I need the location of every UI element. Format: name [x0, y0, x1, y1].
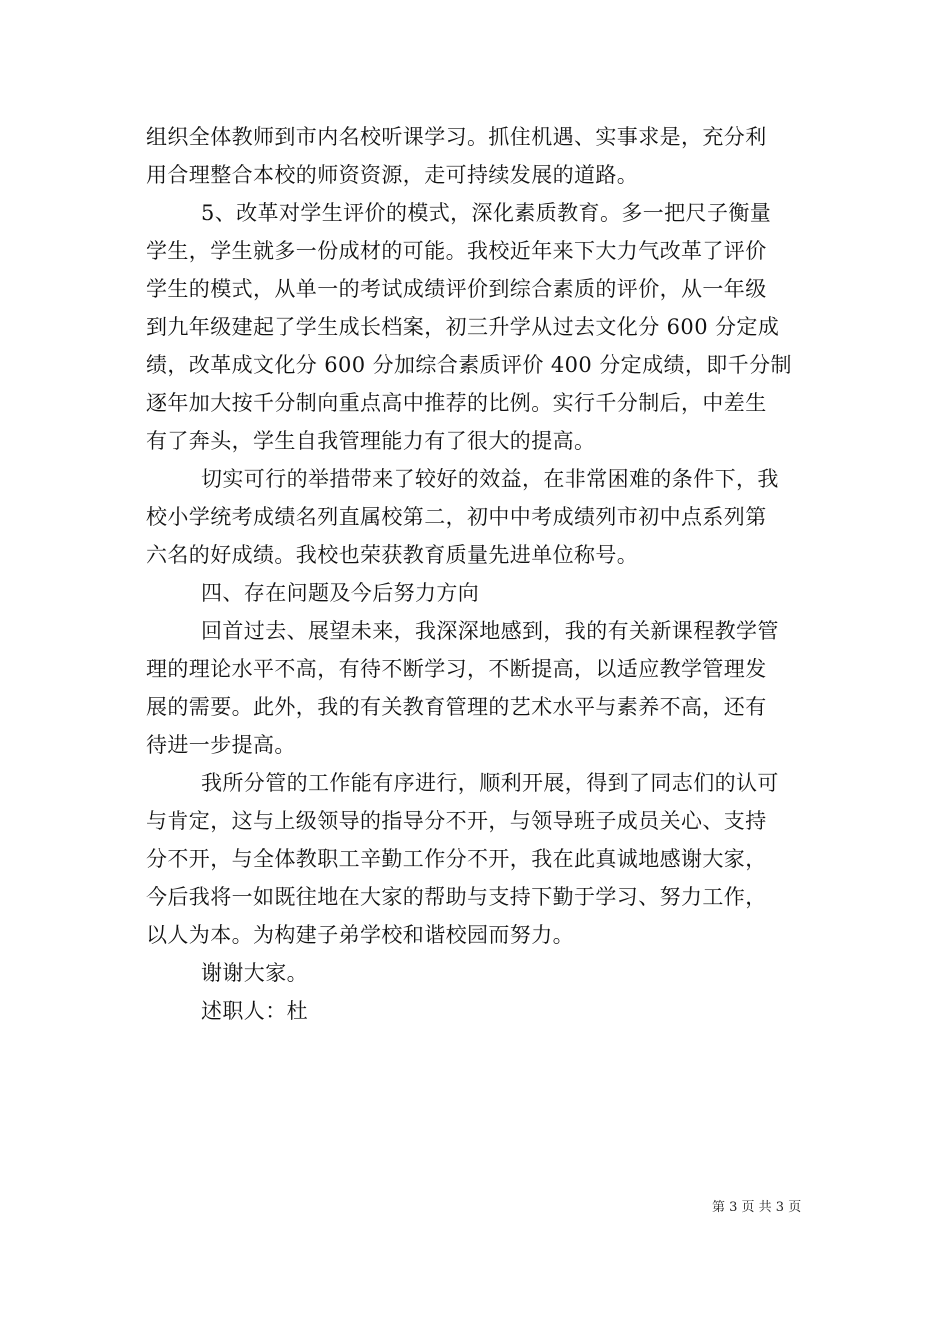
text-line: 绩，改革成文化分 600 分加综合素质评价 400 分定成绩，即千分制 [146, 353, 792, 377]
closing-thanks [146, 954, 808, 992]
text-line: 分不开，与全体教职工辛勤工作分不开，我在此真诚地感谢大家， [146, 847, 767, 871]
text-line: 与肯定，这与上级领导的指导分不开，与领导班子成员关心、支持 [146, 809, 767, 833]
paragraph-5 [146, 764, 808, 954]
text-line: 展的需要。此外，我的有关教育管理的艺术水平与素养不高，还有 [146, 695, 767, 719]
text-line: 谢谢大家。 [201, 961, 308, 985]
text-line: 六名的好成绩。我校也荣获教育质量先进单位称号。 [146, 543, 639, 567]
paragraph-4 [146, 612, 808, 764]
text-line: 以人为本。为构建子弟学校和谐校园而努力。 [146, 923, 574, 947]
paragraph-1 [146, 118, 808, 194]
text-line: 述职人：杜 [201, 999, 308, 1023]
section-heading [146, 574, 808, 612]
paragraph-3 [146, 460, 808, 574]
paragraph-2 [146, 194, 808, 460]
signature-line [146, 992, 808, 1030]
text-line: 用合理整合本校的师资资源，走可持续发展的道路。 [146, 163, 639, 187]
text-line: 我所分管的工作能有序进行，顺利开展，得到了同志们的认可 [201, 771, 779, 795]
text-line: 学生，学生就多一份成材的可能。我校近年来下大力气改革了评价 [146, 239, 767, 263]
document-body [146, 118, 808, 1030]
text-line: 5、改革对学生评价的模式，深化素质教育。多一把尺子衡量 [201, 201, 772, 225]
text-line: 学生的模式，从单一的考试成绩评价到综合素质的评价，从一年级 [146, 277, 767, 301]
text-line: 到九年级建起了学生成长档案，初三升学从过去文化分 600 分定成 [146, 315, 780, 339]
text-line: 逐年加大按千分制向重点高中推荐的比例。实行千分制后，中差生 [146, 391, 767, 415]
text-line: 切实可行的举措带来了较好的效益，在非常困难的条件下，我 [201, 467, 779, 491]
page-number: 第 3 页 共 3 页 [712, 1200, 802, 1215]
text-line: 待进一步提高。 [146, 733, 296, 757]
text-line: 理的理论水平不高，有待不断学习，不断提高，以适应教学管理发 [146, 657, 767, 681]
text-line: 四、存在问题及今后努力方向 [201, 581, 480, 605]
text-line: 今后我将一如既往地在大家的帮助与支持下勤于学习、努力工作， [146, 885, 767, 909]
text-line: 校小学统考成绩名列直属校第二，初中中考成绩列市初中点系列第 [146, 505, 767, 529]
text-line: 组织全体教师到市内名校听课学习。抓住机遇、实事求是，充分利 [146, 125, 767, 149]
text-line: 有了奔头，学生自我管理能力有了很大的提高。 [146, 429, 596, 453]
text-line: 回首过去、展望未来，我深深地感到，我的有关新课程教学管 [201, 619, 779, 643]
